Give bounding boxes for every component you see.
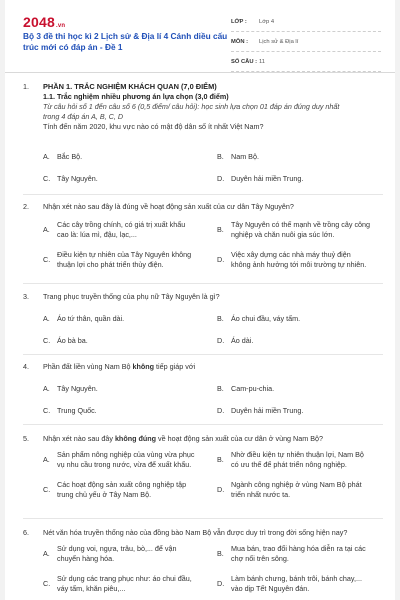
option-text: Điều kiện tự nhiên của Tây Nguyên không thuận lợi cho phát triển thủy điện.: [57, 250, 192, 269]
meta-key: LỚP :: [231, 18, 247, 25]
option-text: Áo tứ thân, quần dài.: [57, 314, 125, 323]
divider: [23, 194, 383, 195]
option-text: Trung Quốc.: [57, 406, 97, 415]
option-text: Nhờ điều kiện tự nhiên thuận lợi, Nam Bộ có ưu thế để phát triển nông nghiệp.: [231, 450, 364, 469]
option-text: Các cây trồng chính, có giá trị xuất khẩu cao là: lúa mì, đậu, lạc,...: [57, 220, 186, 239]
divider: [23, 518, 383, 519]
section-title: 1.1. Trắc nghiệm nhiều phương án lựa chọn (3,0 điểm): [43, 92, 229, 101]
question-number: 3.: [23, 292, 29, 301]
option-letter: B.: [217, 225, 224, 234]
option-text: Áo chui đầu, váy tấm.: [231, 314, 301, 323]
option-text: Áo dài.: [231, 336, 254, 345]
meta-key: MÔN :: [231, 38, 249, 45]
option-letter: A.: [43, 384, 50, 393]
question-number: 4.: [23, 362, 29, 371]
option-text: Nam Bộ.: [231, 152, 259, 161]
question-text-part: Nhận xét nào sau đây: [43, 434, 115, 443]
question-text: [43, 434, 383, 444]
document-title: Bộ 3 đề thi học kì 2 Lịch sử & Địa lí 4 Cánh diều cấu trúc mới có đáp án - Đề 1: [23, 31, 228, 52]
document-header: [5, 0, 395, 73]
document-page: [5, 0, 395, 600]
option-text: Bắc Bộ.: [57, 152, 83, 161]
option-letter: C.: [43, 485, 51, 494]
divider: [23, 424, 383, 425]
option-letter: B.: [217, 384, 224, 393]
meta-row-count: [231, 52, 381, 72]
question-text: Nhận xét nào sau đây là đúng về hoạt động sản xuất của cư dân Tây Nguyên?: [43, 202, 294, 211]
option-text: Duyên hải miền Trung.: [231, 406, 304, 415]
question-number: 5.: [23, 434, 29, 443]
question-number: 6.: [23, 528, 29, 537]
option-letter: C.: [43, 174, 51, 183]
option-letter: B.: [217, 549, 224, 558]
option-letter: C.: [43, 406, 51, 415]
question-3: [5, 290, 395, 354]
option-letter: A.: [43, 314, 50, 323]
question-text: Trang phục truyền thống của phụ nữ Tây Nguyên là gì?: [43, 292, 220, 301]
option-letter: B.: [217, 314, 224, 323]
meta-table: [231, 12, 381, 72]
logo-main: 2048: [23, 14, 55, 30]
option-text: Việc xây dựng các nhà máy thuỷ điện không ảnh hưởng tới môi trường tự nhiên.: [231, 250, 367, 269]
logo-sub: .vn: [55, 23, 66, 29]
option-text: Sử dụng các trang phục như: áo chui đầu, váy tấm, khăn piêu,...: [57, 574, 192, 593]
option-letter: A.: [43, 152, 50, 161]
option-letter: D.: [217, 406, 225, 415]
part-title: PHẦN 1. TRẮC NGHIỆM KHÁCH QUAN (7,0 ĐIỂM): [43, 82, 217, 91]
question-5: [5, 432, 395, 512]
option-text: Tây Nguyên.: [57, 384, 98, 393]
meta-value: Lớp 4: [259, 18, 275, 25]
question-text: [43, 362, 383, 372]
option-letter: B.: [217, 152, 224, 161]
option-letter: D.: [217, 174, 225, 183]
part-block: [43, 82, 383, 132]
instruction: Từ câu hỏi số 1 đến câu số 6 (0,5 điểm/ câu hỏi): học sinh lựa chọn 01 đáp án đúng duy nhất trong 4 đáp án A, B, C, D: [43, 102, 340, 121]
question-text-part: về hoạt động sản xuất của cư dân ở vùng Nam Bộ?: [156, 434, 324, 443]
meta-row-subject: [231, 32, 381, 52]
option-letter: A.: [43, 225, 50, 234]
option-text: Ngành công nghiệp ở vùng Nam Bộ phát triển nhất nước ta.: [231, 480, 362, 499]
question-text: Tính đến năm 2020, khu vực nào có mật độ dân số ít nhất Việt Nam?: [43, 122, 264, 131]
option-text: Tây Nguyên.: [57, 174, 98, 183]
option-text: Các hoạt động sản xuất công nghiệp tập trung chủ yếu ở Tây Nam Bộ.: [57, 480, 187, 499]
option-text: Áo bà ba.: [57, 336, 88, 345]
meta-key: SỐ CÂU :: [231, 58, 258, 65]
option-text: Duyên hải miền Trung.: [231, 174, 304, 183]
option-letter: D.: [217, 336, 225, 345]
meta-value: 11: [259, 58, 266, 65]
question-4: [5, 360, 395, 424]
option-text: Cam-pu-chia.: [231, 384, 275, 393]
option-text: Sản phẩm nông nghiệp của vùng vừa phục vụ nhu cầu trong nước, vừa để xuất khẩu.: [57, 450, 195, 469]
question-emphasis: không: [132, 362, 155, 371]
option-letter: D.: [217, 255, 225, 264]
question-number: 2.: [23, 202, 29, 211]
meta-row-grade: [231, 12, 381, 32]
option-text: Tây Nguyên có thế mạnh về trồng cây công nghiệp và chăn nuôi gia súc lớn.: [231, 220, 371, 239]
option-letter: D.: [217, 485, 225, 494]
option-text: Sử dụng voi, ngựa, trâu, bò,... để vận chuyển hàng hóa.: [57, 544, 177, 563]
option-letter: C.: [43, 255, 51, 264]
question-text-part: tiếp giáp với: [154, 362, 196, 371]
question-emphasis: không đúng: [114, 434, 157, 443]
meta-value: Lịch sử & Địa lí: [259, 38, 299, 45]
question-text-part: Phần đất liền vùng Nam Bộ: [43, 362, 133, 371]
divider: [23, 354, 383, 355]
option-letter: A.: [43, 455, 50, 464]
option-text: Làm bánh chưng, bánh trôi, bánh chay,... vào dịp Tết Nguyên đán.: [231, 574, 362, 593]
question-1: [5, 78, 395, 194]
option-letter: B.: [217, 455, 224, 464]
question-6: [5, 526, 395, 600]
option-letter: D.: [217, 579, 225, 588]
question-2: [5, 200, 395, 280]
option-text: Mua bán, trao đổi hàng hóa diễn ra tại các chợ nổi trên sông.: [231, 544, 366, 563]
site-logo[interactable]: [23, 14, 65, 30]
question-number: 1.: [23, 82, 29, 91]
option-letter: C.: [43, 579, 51, 588]
question-text: Nét văn hóa truyền thống nào của đồng bào Nam Bộ vẫn được duy trì trong đời sống hiện nay?: [43, 528, 348, 537]
option-letter: C.: [43, 336, 51, 345]
divider: [23, 283, 383, 284]
option-letter: A.: [43, 549, 50, 558]
